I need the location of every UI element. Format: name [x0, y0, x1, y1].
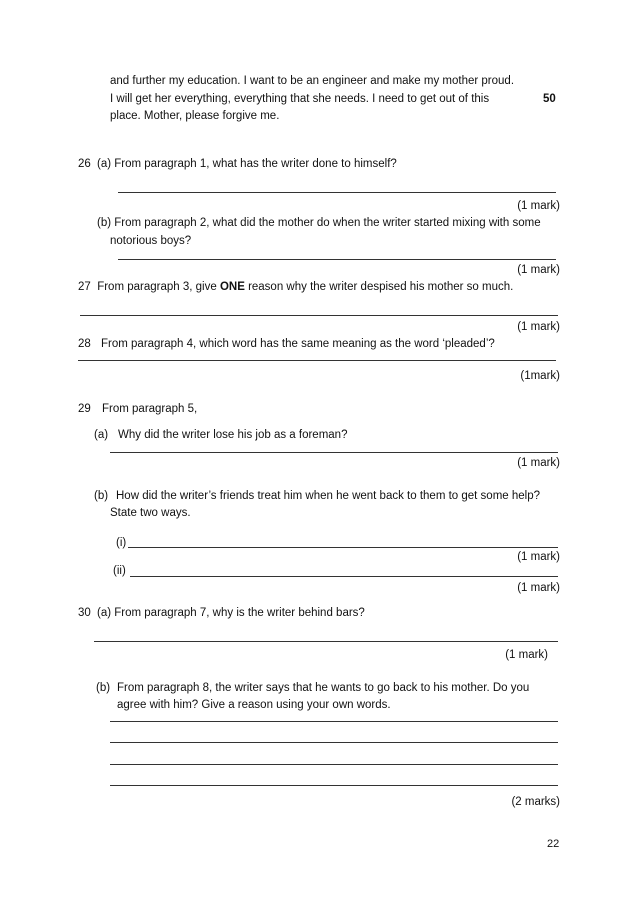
q28-answer-line[interactable] [78, 360, 556, 361]
q29b-text-line-1: How did the writer’s friends treat him when he went back to them to get some help? [116, 490, 541, 502]
q27-answer-line[interactable] [80, 315, 558, 316]
q29a-answer-line[interactable] [110, 452, 558, 453]
q30b-mark: (2 marks) [511, 796, 560, 808]
q30a-text: (a) From paragraph 7, why is the writer behind bars? [97, 607, 365, 619]
q29b-i-label: (i) [116, 537, 127, 549]
q30-number: 30 [78, 607, 91, 619]
q26b-text-line-2: notorious boys? [110, 235, 192, 247]
q27-text-after: reason why the writer despised his mother so much. [248, 281, 514, 293]
q27-mark: (1 mark) [517, 321, 560, 333]
q29b-ii-answer-line[interactable] [130, 576, 558, 577]
q29-intro: From paragraph 5, [102, 403, 198, 415]
q26a-mark: (1 mark) [517, 200, 560, 212]
q29b-i-mark: (1 mark) [517, 551, 560, 563]
q30b-answer-line-2[interactable] [110, 742, 558, 743]
q29b-i-answer-line[interactable] [128, 547, 558, 548]
page-number: 22 [547, 838, 560, 850]
q28-number: 28 [78, 338, 91, 350]
passage-line-2: I will get her everything, everything that she needs. I need to get out of this [110, 93, 490, 105]
q29-number: 29 [78, 403, 91, 415]
q27-question [78, 280, 513, 294]
q30a-answer-line[interactable] [94, 641, 558, 642]
passage-line-number: 50 [543, 93, 556, 105]
q30b-label: (b) [96, 682, 111, 694]
q30b-answer-line-4[interactable] [110, 785, 558, 786]
q26a-text: (a) From paragraph 1, what has the writer done to himself? [97, 158, 397, 170]
q26b-mark: (1 mark) [517, 264, 560, 276]
q28-text: From paragraph 4, which word has the same meaning as the word ‘pleaded’? [101, 338, 495, 350]
q26b-text-line-1: (b) From paragraph 2, what did the mother do when the writer started mixing with some [97, 217, 541, 229]
q30b-answer-line-3[interactable] [110, 764, 558, 765]
q29a-text: Why did the writer lose his job as a foreman? [118, 429, 348, 441]
q29b-ii-label: (ii) [113, 565, 126, 577]
passage-line-3: place. Mother, please forgive me. [110, 110, 280, 122]
q26a-answer-line[interactable] [118, 192, 556, 193]
q29b-label: (b) [94, 490, 109, 502]
q26b-answer-line[interactable] [118, 259, 556, 260]
q30a-mark: (1 mark) [505, 649, 548, 661]
q27-text-before: From paragraph 3, give [97, 281, 217, 293]
q30b-text-line-2: agree with him? Give a reason using your own words. [117, 699, 391, 711]
passage-line-1: and further my education. I want to be an engineer and make my mother proud. [110, 75, 515, 87]
q30b-answer-line-1[interactable] [110, 721, 558, 722]
q30b-text-line-1: From paragraph 8, the writer says that he wants to go back to his mother. Do you [117, 682, 530, 694]
q29a-label: (a) [94, 429, 109, 441]
q27-text-bold: ONE [219, 281, 245, 293]
q29b-text-line-2: State two ways. [110, 507, 191, 519]
q29b-ii-mark: (1 mark) [517, 582, 560, 594]
q26-number: 26 [78, 158, 91, 170]
q29a-mark: (1 mark) [517, 457, 560, 469]
q27-number: 27 [78, 281, 91, 293]
q28-mark: (1mark) [520, 370, 560, 382]
